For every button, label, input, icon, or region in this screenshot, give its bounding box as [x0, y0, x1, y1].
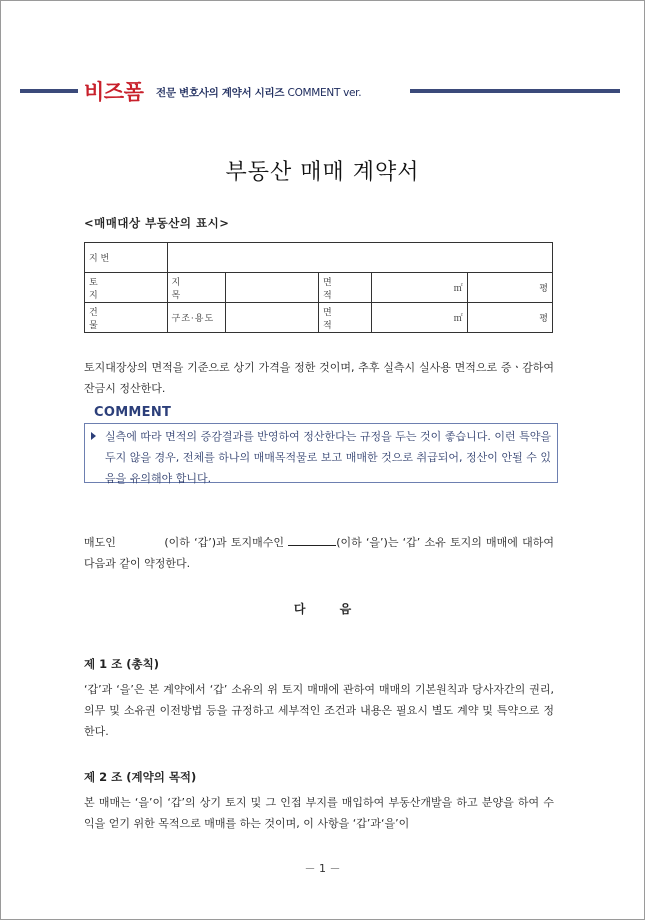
brand-logo: 비즈폼 [84, 80, 144, 104]
article-2-heading: 제 2 조 (계약의 목적) [84, 770, 197, 784]
version-label: COMMENT ver. [287, 87, 362, 99]
table-cell-land-area-pyeong[interactable] [467, 273, 552, 303]
series-title: 전문 변호사의 계약서 시리즈 [156, 87, 285, 99]
header-rule-right [410, 89, 620, 93]
comment-box [84, 423, 558, 483]
seller-prefix: 매도인 [84, 536, 116, 549]
table-cell-label [85, 243, 168, 273]
table-cell-sublabel [167, 273, 225, 303]
label-structure-use: 구조·용도 [171, 314, 215, 324]
label-land-category: 지 목 [171, 277, 199, 301]
unit-pyeong: 평 [539, 284, 548, 294]
header-subtitle [156, 85, 361, 100]
document-title: 부동산 매매 계약서 [225, 160, 420, 185]
table-cell-structure-value[interactable] [225, 303, 318, 333]
unit-m2: ㎡ [453, 314, 463, 324]
unit-pyeong: 평 [539, 314, 548, 324]
bullet-triangle-icon [91, 432, 96, 440]
property-section-label: <매매대상 부동산의 표시> [84, 216, 230, 230]
table-row [85, 243, 553, 273]
table-cell-building-area-m2[interactable] [372, 303, 467, 333]
article-1-heading: 제 1 조 (총칙) [84, 657, 159, 671]
property-table [84, 242, 553, 333]
table-row [85, 303, 553, 333]
table-cell-land-category-value[interactable] [225, 273, 318, 303]
header-rule-left [20, 89, 78, 93]
table-cell-sublabel [167, 303, 225, 333]
label-lot-number: 지 번 [89, 254, 110, 264]
table-cell-lot-number-value[interactable] [167, 243, 553, 273]
buyer-name-blank[interactable] [288, 534, 336, 546]
article-2-body: 본 매매는 ‘을’이 ‘갑’의 상기 토지 및 그 인접 부지를 매입하여 부동산개발을 하고 분양을 하여 수익을 얻기 위한 목적으로 매매를 하는 것이며, 이 사항을 ‘갑’과‘을’이 [84, 796, 554, 830]
comment-title: COMMENT [94, 405, 172, 420]
label-land: 토 지 [89, 277, 142, 301]
unit-m2: ㎡ [453, 284, 463, 294]
table-row [85, 273, 553, 303]
comment-text: 실측에 따라 면적의 증감결과를 반영하여 정산한다는 규정을 두는 것이 좋습니다. 이런 특약을 두지 않을 경우, 전체를 하나의 매매목적물로 보고 매매한 것으로 취급되어, 정산이 안될 수 있음을 유의해야 합니다. [105, 430, 551, 485]
page-number: － 1 － [304, 862, 341, 875]
label-building: 건 물 [89, 307, 142, 331]
label-building-area: 면 적 [322, 307, 346, 331]
da-eum-heading: 다 음 [293, 602, 352, 616]
buyer-suffix: (이하 ‘을’)는 ‘갑’ 소유 토지의 매매에 대하여 다음과 같이 약정한다. [84, 536, 555, 570]
table-cell-sublabel [318, 273, 371, 303]
table-cell-sublabel [318, 303, 371, 333]
table-cell-building-area-pyeong[interactable] [467, 303, 552, 333]
table-cell-land-area-m2[interactable] [372, 273, 467, 303]
table-cell-label [85, 273, 168, 303]
area-settlement-paragraph: 토지대장상의 면적을 기준으로 상기 가격을 정한 것이며, 추후 실측시 실사용 면적으로 증ㆍ감하여 잔금시 정산한다. [84, 361, 554, 395]
label-land-area: 면 적 [322, 277, 346, 301]
seller-suffix: (이하 ‘갑’)과 토지매수인 [164, 536, 284, 549]
table-cell-label [85, 303, 168, 333]
parties-paragraph [84, 532, 554, 574]
article-1-body: ‘갑’과 ‘을’은 본 계약에서 ‘갑’ 소유의 위 토지 매매에 관하여 매매의 기본원칙과 당사자간의 권리, 의무 및 소유권 이전방법 등을 규정하고 세부적인 조건과 내용은 필요시 별도 계약 및 특약으로 정한다. [84, 683, 554, 738]
